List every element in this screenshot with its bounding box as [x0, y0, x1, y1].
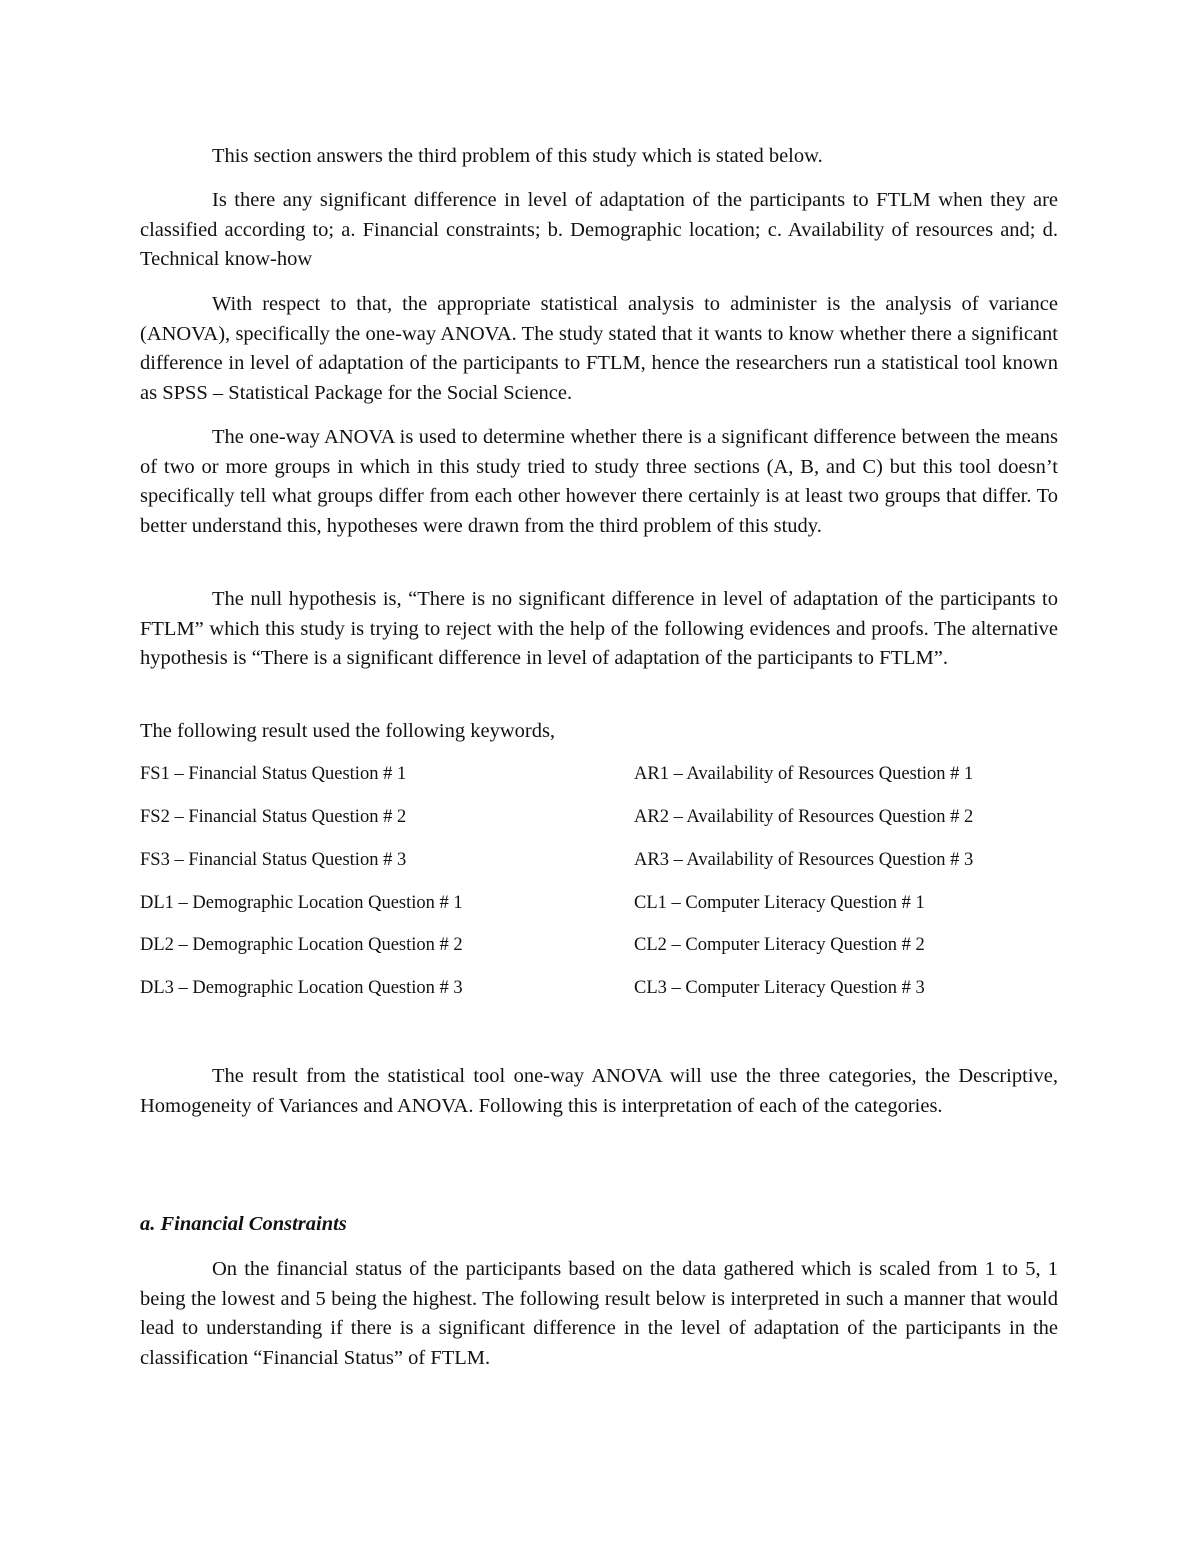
paragraph-financial-status: On the financial status of the participants based on the data gathered which is scaled from 1 to 5, 1 being the lowest and 5 being the highest. The following result below is interpreted in such a manner that would lead to understanding if there is a significant difference in the level of adaptation of the participants in the classification “Financial Status” of FTLM.: [140, 1258, 1058, 1369]
paragraph-anova-categories: The result from the statistical tool one-way ANOVA will use the three categories, the Descriptive, Homogeneity of Variances and ANOVA. Following this is interpretation of each of the categories.: [140, 1065, 1058, 1117]
keyword-fs2: FS2 – Financial Status Question # 2: [140, 807, 407, 827]
paragraph-keywords-intro: The following result used the following keywords,: [140, 720, 556, 742]
keyword-ar3: AR3 – Availability of Resources Question # 3: [634, 850, 974, 870]
keyword-ar1: AR1 – Availability of Resources Question # 1: [634, 764, 974, 784]
paragraph-problem-statement: Is there any significant difference in level of adaptation of the participants to FTLM when they are classified according to; a. Financial constraints; b. Demographic location; c. Availability of resources and; d. Technical know-how: [140, 189, 1058, 270]
paragraph-intro: This section answers the third problem of this study which is stated below.: [212, 145, 823, 167]
keyword-ar2: AR2 – Availability of Resources Question # 2: [634, 807, 974, 827]
keyword-dl2: DL2 – Demographic Location Question # 2: [140, 935, 463, 955]
keyword-dl1: DL1 – Demographic Location Question # 1: [140, 893, 463, 913]
keyword-cl3: CL3 – Computer Literacy Question # 3: [634, 978, 925, 998]
keyword-fs1: FS1 – Financial Status Question # 1: [140, 764, 407, 784]
keyword-fs3: FS3 – Financial Status Question # 3: [140, 850, 407, 870]
paragraph-anova-description: The one-way ANOVA is used to determine whether there is a significant difference between the means of two or more groups in which in this study tried to study three sections (A, B, and C) but this tool doesn’t specifically tell what groups differ from each other however there certainly is at least two groups that differ. To better understand this, hypotheses were drawn from the third problem of this study.: [140, 426, 1058, 537]
paragraph-anova-method: With respect to that, the appropriate statistical analysis to administer is the analysis of variance (ANOVA), specifically the one-way ANOVA. The study stated that it wants to know whether there a significant difference in level of adaptation of the participants to FTLM, hence the researchers run a statistical tool known as SPSS – Statistical Package for the Social Science.: [140, 293, 1058, 404]
keyword-dl3: DL3 – Demographic Location Question # 3: [140, 978, 463, 998]
paragraph-hypotheses: The null hypothesis is, “There is no significant difference in level of adaptation of the participants to FTLM” which this study is trying to reject with the help of the following evidences and proofs. The alternative hypothesis is “There is a significant difference in level of adaptation of the participants to FTLM”.: [140, 588, 1058, 669]
keyword-cl2: CL2 – Computer Literacy Question # 2: [634, 935, 925, 955]
section-heading-financial-constraints: a. Financial Constraints: [140, 1213, 347, 1235]
keyword-cl1: CL1 – Computer Literacy Question # 1: [634, 893, 925, 913]
document-page: [140, 0, 1058, 1553]
